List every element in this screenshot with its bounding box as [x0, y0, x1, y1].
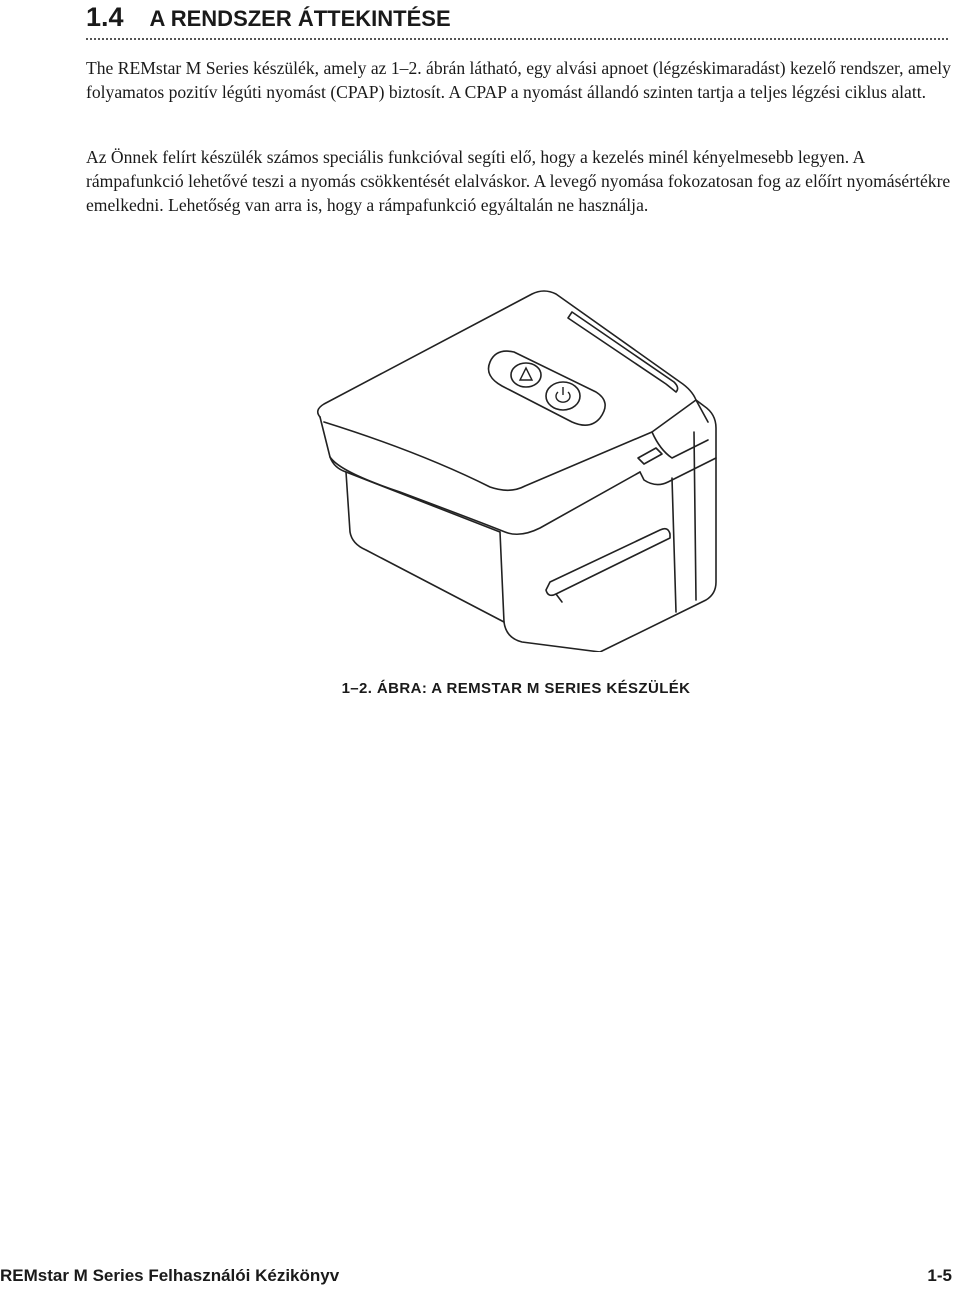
footer-title: REMstar M Series Felhasználói Kézikönyv	[0, 1266, 340, 1285]
page-number: 1-5	[927, 1266, 952, 1285]
section-number: 1.4	[86, 2, 124, 32]
heading-divider	[86, 38, 948, 40]
section-title: A RENDSZER ÁTTEKINTÉSE	[149, 6, 451, 31]
paragraph-overview: The REMstar M Series készülék, amely az 1–2. ábrán látható, egy alvási apnoet (légzéskimaradást) kezelő rendszer, amely folyamatos pozitív légúti nyomást (CPAP) biztosít. A CPAP a nyomást állandó szinten tartja a teljes légzési ciklus alatt.	[86, 58, 951, 102]
section-heading	[86, 0, 950, 36]
paragraph-features: Az Önnek felírt készülék számos speciális funkcióval segíti elő, hogy a kezelés minél kényelmesebb legyen. A rámpafunkció lehetővé teszi a nyomás csökkentését elalváskor. A levegő nyomása fokozatosan fog az előírt nyomásértékre emelkedni. Lehetőség van arra is, hogy a rámpafunkció egyáltalán ne használja.	[86, 147, 951, 215]
ramp-icon	[511, 363, 541, 387]
power-icon	[546, 382, 580, 410]
device-illustration	[300, 282, 740, 652]
figure-caption: 1–2. ÁBRA: A REMSTAR M SERIES KÉSZÜLÉK	[341, 680, 691, 697]
